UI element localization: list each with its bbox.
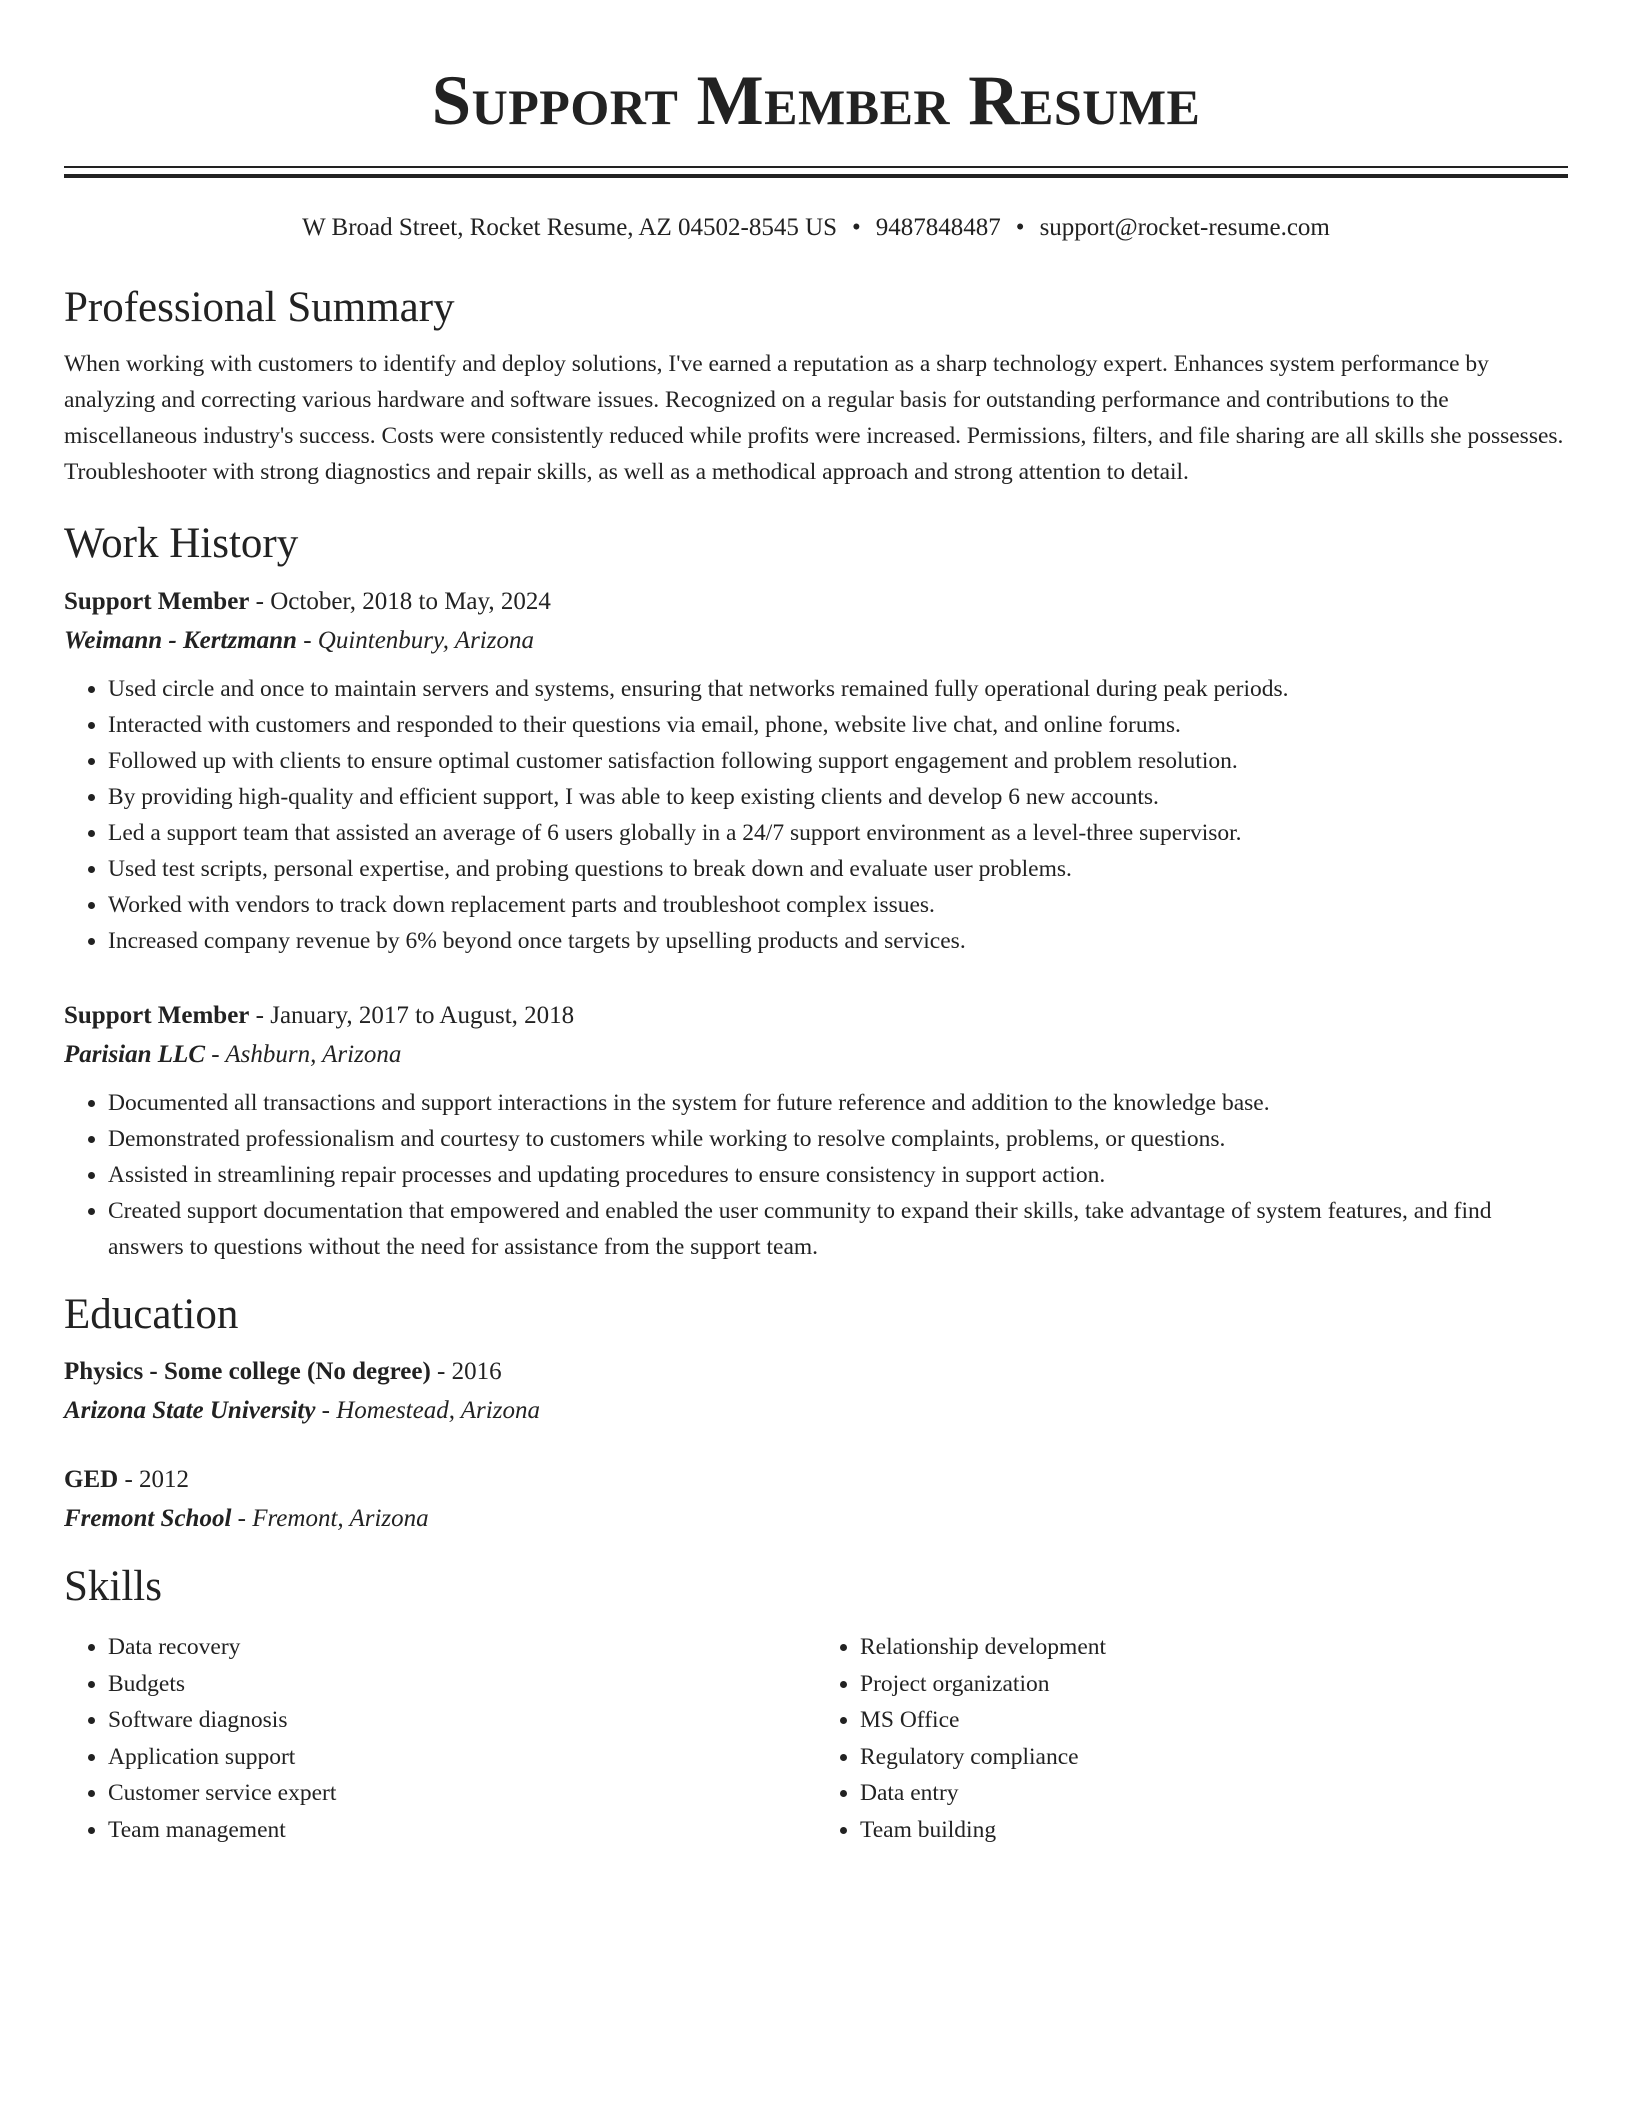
- job-employer: [64, 621, 1568, 661]
- degree-name: Physics - Some college (No degree): [64, 1358, 431, 1385]
- skill-item: • Software diagnosis: [108, 1702, 816, 1739]
- school-line: [64, 1499, 1568, 1539]
- company-location: - Ashburn, Arizona: [205, 1041, 402, 1068]
- professional-summary-section: [64, 282, 1568, 490]
- list-item: • Followed up with clients to ensure optimal customer satisfaction following support engagement and problem resolution.: [108, 743, 1568, 779]
- skills-list-left: [64, 1629, 816, 1848]
- contact-email: support@rocket-resume.com: [1039, 214, 1330, 241]
- title-rule-thin: [64, 166, 1568, 168]
- page-title: Support Member Resume: [431, 62, 1201, 140]
- list-item: • Worked with vendors to track down replacement parts and troubleshoot complex issues.: [108, 887, 1568, 923]
- list-item: • Used test scripts, personal expertise, and probing questions to break down and evaluate user problems.: [108, 851, 1568, 887]
- company-name: Weimann - Kertzmann: [64, 627, 297, 654]
- list-item: • Assisted in streamlining repair processes and updating procedures to ensure consistency in support action.: [108, 1157, 1568, 1193]
- skills-columns: [64, 1629, 1568, 1848]
- degree-year: - 2012: [118, 1466, 190, 1493]
- job-employer: [64, 1035, 1568, 1075]
- skill-item: • Relationship development: [860, 1629, 1568, 1666]
- degree-line: [64, 1353, 1568, 1391]
- degree-line: [64, 1461, 1568, 1499]
- list-item: • Created support documentation that empowered and enabled the user community to expand their skills, take advantage of system features, and find answers to questions without the need for assistance from the support team.: [108, 1193, 1568, 1265]
- skills-list-right: [816, 1629, 1568, 1848]
- education-entry: [64, 1461, 1568, 1539]
- job-dates: - January, 2017 to August, 2018: [249, 1002, 575, 1029]
- bullet-separator: •: [1015, 214, 1025, 241]
- list-item: • By providing high-quality and efficient support, I was able to keep existing clients and develop 6 new accounts.: [108, 779, 1568, 815]
- section-heading-summary: Professional Summary: [64, 284, 455, 331]
- job-entry: [64, 997, 1568, 1265]
- skill-item: • Data entry: [860, 1775, 1568, 1812]
- contact-line: [64, 212, 1568, 244]
- list-item: • Led a support team that assisted an average of 6 users globally in a 24/7 support environment as a level-three supervisor.: [108, 815, 1568, 851]
- section-heading-work: Work History: [64, 520, 299, 567]
- list-item: • Documented all transactions and support interactions in the system for future reference and addition to the knowledge base.: [108, 1085, 1568, 1121]
- job-bullets: [64, 1085, 1568, 1265]
- school-location: - Fremont, Arizona: [231, 1505, 429, 1532]
- list-item: • Interacted with customers and responded to their questions via email, phone, website live chat, and online forums.: [108, 707, 1568, 743]
- job-dates: - October, 2018 to May, 2024: [249, 588, 551, 615]
- company-location: - Quintenbury, Arizona: [296, 627, 534, 654]
- job-entry: [64, 583, 1568, 959]
- job-header: [64, 583, 1568, 621]
- summary-text: When working with customers to identify and deploy solutions, I've earned a reputation as a sharp technology expert. Enhances system performance by analyzing and correcting various hardware and software issues. Recognized on a regular basis for outstanding performance and contributions to the miscellaneous industry's success. Costs were consistently reduced while profits were increased. Permissions, filters, and file sharing are all skills she possesses. Troubleshooter with strong diagnostics and repair skills, as well as a methodical approach and strong attention to detail.: [64, 351, 1564, 485]
- skills-section: [64, 1561, 1568, 1848]
- skill-item: • Data recovery: [108, 1629, 816, 1666]
- skill-item: • Application support: [108, 1739, 816, 1776]
- education-section: [64, 1289, 1568, 1539]
- work-history-section: [64, 518, 1568, 1265]
- degree-name: GED: [64, 1466, 119, 1493]
- skill-item: • Budgets: [108, 1666, 816, 1703]
- contact-phone: 9487848487: [875, 214, 1001, 241]
- contact-address: W Broad Street, Rocket Resume, AZ 04502-8545 US: [302, 214, 838, 241]
- degree-year: - 2016: [430, 1358, 502, 1385]
- skill-item: • Regulatory compliance: [860, 1739, 1568, 1776]
- school-location: - Homestead, Arizona: [315, 1397, 540, 1424]
- company-name: Parisian LLC: [64, 1041, 205, 1068]
- school-line: [64, 1391, 1568, 1431]
- job-bullets: [64, 671, 1568, 959]
- job-title: Support Member: [64, 1002, 250, 1029]
- skill-item: • Team building: [860, 1812, 1568, 1849]
- skill-item: • Team management: [108, 1812, 816, 1849]
- school-name: Arizona State University: [64, 1397, 316, 1424]
- skill-item: • Project organization: [860, 1666, 1568, 1703]
- list-item: • Demonstrated professionalism and courtesy to customers while working to resolve complaints, problems, or questions.: [108, 1121, 1568, 1157]
- school-name: Fremont School: [64, 1505, 232, 1532]
- list-item: • Increased company revenue by 6% beyond once targets by upselling products and services.: [108, 923, 1568, 959]
- bullet-separator: •: [852, 214, 861, 241]
- skill-item: • MS Office: [860, 1702, 1568, 1739]
- title-rule-thick: [64, 174, 1568, 178]
- job-title: Support Member: [64, 588, 250, 615]
- section-heading-skills: Skills: [64, 1563, 162, 1610]
- job-header: [64, 997, 1568, 1035]
- list-item: • Used circle and once to maintain servers and systems, ensuring that networks remained fully operational during peak periods.: [108, 671, 1568, 707]
- skill-item: • Customer service expert: [108, 1775, 816, 1812]
- section-heading-education: Education: [64, 1291, 239, 1338]
- education-entry: [64, 1353, 1568, 1431]
